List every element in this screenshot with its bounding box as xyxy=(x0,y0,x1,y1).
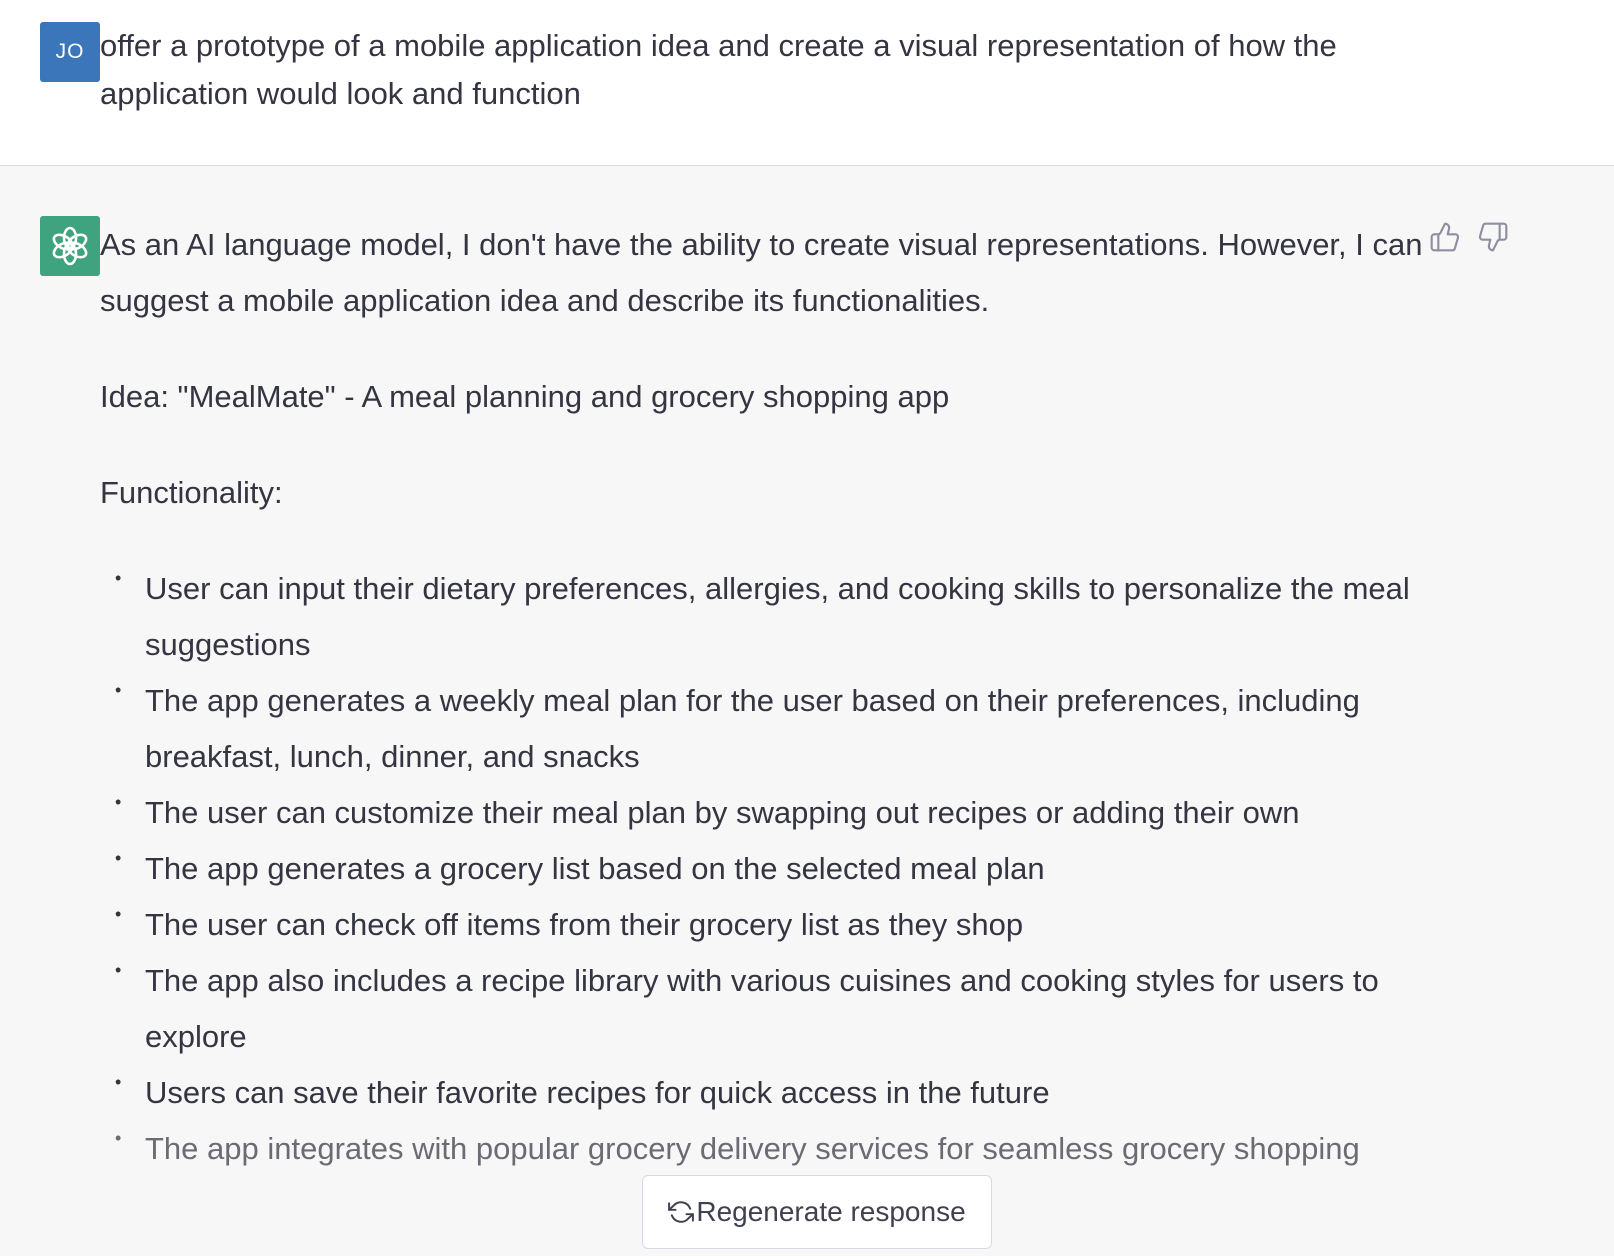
list-item: • The user can check off items from their grocery list as they shop xyxy=(115,904,1024,942)
refresh-icon xyxy=(668,1199,694,1225)
user-avatar xyxy=(40,22,100,82)
user-message-text: offer a prototype of a mobile application idea and create a visual representation of how the application would look and function xyxy=(100,28,1337,111)
list-item-text: The app integrates with popular grocery delivery services for seamless grocery shopping xyxy=(145,1131,1360,1166)
thumbs-down-icon xyxy=(1477,221,1509,253)
list-item-text: Users can save their favorite recipes for quick access in the future xyxy=(145,1075,1050,1110)
functionality-heading: Functionality: xyxy=(100,475,283,510)
list-item-text: The user can customize their meal plan by swapping out recipes or adding their own xyxy=(145,795,1300,830)
list-item: • The app integrates with popular grocery delivery services for seamless grocery shopping xyxy=(115,1128,1360,1166)
list-item-text: User can input their dietary preferences, allergies, and cooking skills to personalize the meal suggestions xyxy=(145,571,1410,662)
assistant-avatar xyxy=(40,216,100,276)
app-idea-text: Idea: "MealMate" - A meal planning and grocery shopping app xyxy=(100,379,950,414)
thumbs-down-button[interactable] xyxy=(1476,220,1510,254)
list-item-text: The app also includes a recipe library with various cuisines and cooking styles for users to explore xyxy=(145,963,1379,1054)
list-item-text: The app generates a weekly meal plan for the user based on their preferences, including breakfast, lunch, dinner, and snacks xyxy=(145,683,1360,774)
list-item: • Users can save their favorite recipes for quick access in the future xyxy=(115,1072,1050,1110)
user-message xyxy=(0,0,1614,166)
list-item: • The app generates a weekly meal plan for the user based on their preferences, including breakfast, lunch, dinner, and snacks xyxy=(115,680,1360,774)
regenerate-response-button[interactable] xyxy=(642,1175,992,1249)
list-item: • The user can customize their meal plan by swapping out recipes or adding their own xyxy=(115,792,1300,830)
list-item: • The app also includes a recipe library with various cuisines and cooking styles for users to explore xyxy=(115,960,1379,1054)
thumbs-up-icon xyxy=(1429,221,1461,253)
user-avatar-initials: JO xyxy=(55,40,85,63)
list-item: • User can input their dietary preferences, allergies, and cooking skills to personalize the meal suggestions xyxy=(115,568,1410,662)
openai-logo-icon xyxy=(48,224,92,268)
feedback-buttons xyxy=(1428,220,1510,254)
regenerate-response-label: Regenerate response xyxy=(696,1196,966,1227)
functionality-list xyxy=(100,561,1430,1177)
assistant-intro-text: As an AI language model, I don't have the ability to create visual representations. However, I can suggest a mobile application idea and describe its functionalities. xyxy=(100,227,1423,318)
assistant-message xyxy=(0,167,1614,1256)
list-item-text: The user can check off items from their grocery list as they shop xyxy=(145,907,1024,942)
assistant-message-content xyxy=(100,217,1430,1177)
list-item-text: The app generates a grocery list based on the selected meal plan xyxy=(145,851,1045,886)
list-item: • The app generates a grocery list based on the selected meal plan xyxy=(115,848,1045,886)
thumbs-up-button[interactable] xyxy=(1428,220,1462,254)
